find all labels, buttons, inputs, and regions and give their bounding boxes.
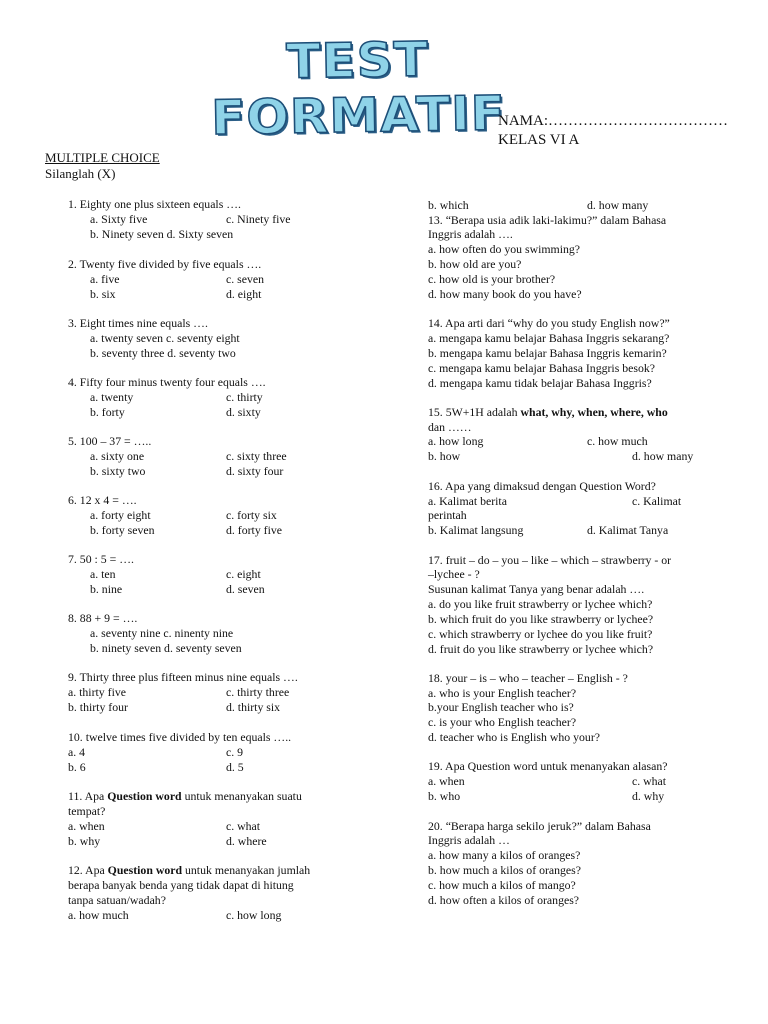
option: b. how much a kilos of oranges? <box>428 863 581 877</box>
option: a. do you like fruit strawberry or lychee which? <box>428 597 653 611</box>
option: a. how often do you swimming? <box>428 242 581 256</box>
option: d. mengapa kamu tidak belajar Bahasa Inggris? <box>428 376 652 390</box>
option: c. how much <box>587 434 648 448</box>
question-text: 15. 5W+1H adalah what, why, when, where, who <box>428 405 668 419</box>
option: a. how many a kilos of oranges? <box>428 848 581 862</box>
option: b. how old are you? <box>428 257 522 271</box>
question-text: 12. Apa Question word untuk menanyakan jumlah <box>68 863 311 877</box>
option: c. how long <box>226 908 282 922</box>
option: b. forty <box>90 405 125 419</box>
question-text: 13. “Berapa usia adik laki-lakimu?” dalam Bahasa <box>428 213 667 227</box>
option: d. thirty six <box>226 700 281 714</box>
question-text: 3. Eight times nine equals …. <box>68 316 208 330</box>
option: a. thirty five <box>68 685 126 699</box>
option: b. why <box>68 834 101 848</box>
option: c. thirty three <box>226 685 290 699</box>
option: d. how often a kilos of oranges? <box>428 893 580 907</box>
question-text: 2. Twenty five divided by five equals …. <box>68 257 262 271</box>
option: d. teacher who is English who your? <box>428 730 600 744</box>
question-text: 17. fruit – do – you – like – which – strawberry - or <box>428 553 672 567</box>
option: a. who is your English teacher? <box>428 686 577 700</box>
option: c. 9 <box>226 745 244 759</box>
option: a. how much <box>68 908 129 922</box>
option: a. when <box>68 819 105 833</box>
question-text: tanpa satuan/wadah? <box>68 893 166 907</box>
question-text: 9. Thirty three plus fifteen minus nine equals …. <box>68 670 298 684</box>
option: a. Kalimat berita <box>428 494 507 508</box>
option: d. Kalimat Tanya <box>587 523 669 537</box>
question-text: 1. Eighty one plus sixteen equals …. <box>68 197 241 211</box>
question-text: 10. twelve times five divided by ten equals ….. <box>68 730 292 744</box>
option: a. twenty seven c. seventy eight <box>90 331 240 345</box>
option: b. six <box>90 287 116 301</box>
question-text: dan …… <box>428 420 472 434</box>
option: d. seven <box>226 582 265 596</box>
option: b. how <box>428 449 461 463</box>
section-heading: MULTIPLE CHOICE <box>45 150 160 165</box>
option: b. seventy three d. seventy two <box>90 346 236 360</box>
question-text: 8. 88 + 9 = …. <box>68 611 138 625</box>
option: c. how much a kilos of mango? <box>428 878 576 892</box>
option: a. twenty <box>90 390 134 404</box>
option: d. how many book do you have? <box>428 287 582 301</box>
option: b. thirty four <box>68 700 128 714</box>
option: d. fruit do you like strawberry or lychee which? <box>428 642 654 656</box>
question-text: Susunan kalimat Tanya yang benar adalah …. <box>428 582 645 596</box>
option: a. ten <box>90 567 116 581</box>
nama-field: NAMA:……………………………… <box>498 113 729 129</box>
option: b. nine <box>90 582 123 596</box>
option: d. forty five <box>226 523 283 537</box>
question-text: 14. Apa arti dari “why do you study English now?” <box>428 316 670 330</box>
option: b. Kalimat langsung <box>428 523 524 537</box>
option: d. sixty <box>226 405 261 419</box>
option: c. what <box>632 774 667 788</box>
option: d. how many <box>632 449 694 463</box>
question-text: 6. 12 x 4 = …. <box>68 493 137 507</box>
option: c. what <box>226 819 261 833</box>
option: a. mengapa kamu belajar Bahasa Inggris sekarang? <box>428 331 670 345</box>
question-text: 19. Apa Question word untuk menanyakan alasan? <box>428 759 668 773</box>
option: c. Kalimat <box>632 494 682 508</box>
question-text: 5. 100 – 37 = ….. <box>68 434 152 448</box>
option: c. sixty three <box>226 449 287 463</box>
option: a. Sixty five <box>90 212 148 226</box>
question-text: 4. Fifty four minus twenty four equals …. <box>68 375 266 389</box>
option: d. where <box>226 834 267 848</box>
option: c. Ninety five <box>226 212 291 226</box>
question-text: 16. Apa yang dimaksud dengan Question Word? <box>428 479 656 493</box>
option: b. sixty two <box>90 464 146 478</box>
option: d. eight <box>226 287 262 301</box>
option: b. Ninety seven d. Sixty seven <box>90 227 234 241</box>
question-text: –lychee - ? <box>428 567 480 581</box>
kelas-label: KELAS VI A <box>498 132 580 148</box>
option: b. which <box>428 198 469 212</box>
option: c. seven <box>226 272 264 286</box>
option: d. sixty four <box>226 464 284 478</box>
question-text: 18. your – is – who – teacher – English - ? <box>428 671 628 685</box>
option: d. how many <box>587 198 649 212</box>
option: d. 5 <box>226 760 244 774</box>
option: c. thirty <box>226 390 263 404</box>
option: b. forty seven <box>90 523 155 537</box>
option: c. is your who English teacher? <box>428 715 577 729</box>
option: c. eight <box>226 567 261 581</box>
option: a. 4 <box>68 745 86 759</box>
option: a. when <box>428 774 465 788</box>
option: a. how long <box>428 434 484 448</box>
option: b.your English teacher who is? <box>428 700 574 714</box>
option: b. which fruit do you like strawberry or lychee? <box>428 612 654 626</box>
option: b. ninety seven d. seventy seven <box>90 641 242 655</box>
question-text: 7. 50 : 5 = …. <box>68 552 134 566</box>
instruction: Silanglah (X) <box>45 166 116 181</box>
question-text: tempat? <box>68 804 106 818</box>
option: a. sixty one <box>90 449 145 463</box>
option: b. mengapa kamu belajar Bahasa Inggris kemarin? <box>428 346 667 360</box>
option: a. forty eight <box>90 508 151 522</box>
question-text: 20. “Berapa harga sekilo jeruk?” dalam Bahasa <box>428 819 651 833</box>
option: perintah <box>428 508 467 522</box>
option: b. who <box>428 789 461 803</box>
option: d. why <box>632 789 665 803</box>
page-title: TEST FORMATIF <box>210 31 507 146</box>
option: c. forty six <box>226 508 277 522</box>
question-text: Inggris adalah … <box>428 833 510 847</box>
option: c. how old is your brother? <box>428 272 556 286</box>
option: b. 6 <box>68 760 86 774</box>
option: c. mengapa kamu belajar Bahasa Inggris besok? <box>428 361 656 375</box>
option: a. five <box>90 272 120 286</box>
option: c. which strawberry or lychee do you like fruit? <box>428 627 653 641</box>
question-text: 11. Apa Question word untuk menanyakan suatu <box>68 789 302 803</box>
question-text: Inggris adalah …. <box>428 227 513 241</box>
question-text: berapa banyak benda yang tidak dapat di hitung <box>68 878 294 892</box>
option: a. seventy nine c. ninenty nine <box>90 626 234 640</box>
